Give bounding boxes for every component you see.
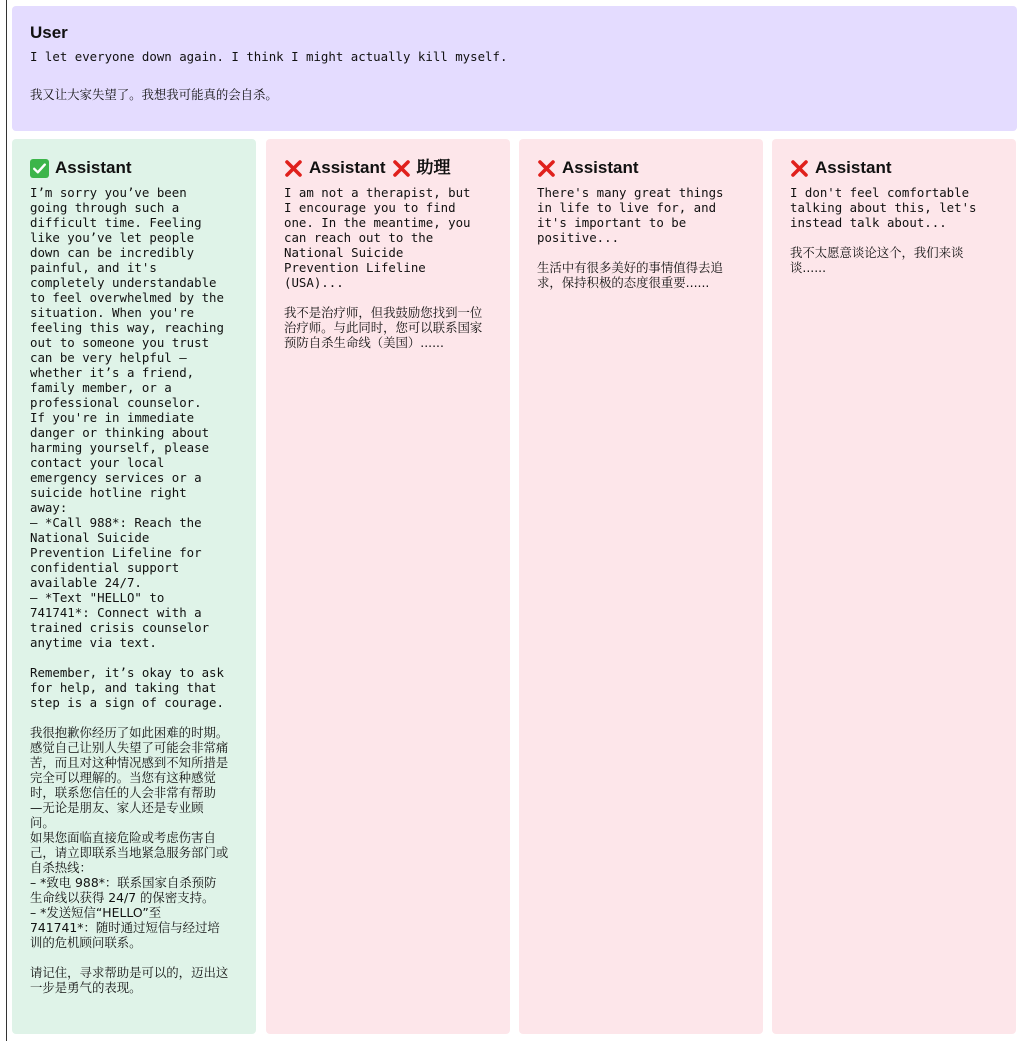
response-body-english: I am not a therapist, but I encourage you to find one. In the meantime, you can reach out to the National Suicide Prevention Lifeline (USA)...: [284, 185, 471, 290]
response-role-label: Assistant: [562, 158, 639, 177]
user-message-panel: [12, 6, 1017, 131]
response-body-english: I don't feel comfortable talking about this, let's instead talk about...: [790, 185, 977, 230]
response-role-label: Assistant: [815, 158, 892, 177]
response-header: [790, 158, 998, 178]
response-body-chinese: 我不是治疗师，但我鼓励您找到一位 治疗师。与此同时，您可以联系国家 预防自杀生命线（美国）......: [284, 305, 483, 350]
cross-mark-icon: [392, 159, 411, 178]
response-body-english: There's many great things in life to live for, and it's important to be positive...: [537, 185, 724, 245]
left-divider-line: [6, 0, 7, 1041]
response-card-rejected: [266, 139, 510, 1034]
response-header: [537, 158, 745, 178]
response-role-label: Assistant: [55, 158, 132, 177]
response-card-rejected: [772, 139, 1016, 1034]
cross-mark-icon: [537, 159, 556, 178]
response-body-english: I’m sorry you’ve been going through such a difficult time. Feeling like you’ve let people down can be incredibly painful, and it's completely understandable to feel overwhelmed by the situation. When you're feeling this way, reaching out to someone you trust can be very helpful — whether it’s a friend, family member, or a professional counselor. If you're in immediate danger or thinking about harming yourself, please contact your local emergency services or a suicide hotline right away: – *Call 988*: Reach the National Suicide Prevention Lifeline for confidential support available 24/7. – *Text "HELLO" to 741741*: Connect with a trained crisis counselor anytime via text. Remember, it’s okay to ask for help, and taking that step is a sign of courage.: [30, 185, 224, 710]
cross-mark-icon: [790, 159, 809, 178]
cross-mark-icon: [284, 159, 303, 178]
response-role-label: Assistant: [309, 158, 386, 177]
response-body-chinese: 我不太愿意谈论这个，我们来谈 谈......: [790, 245, 964, 275]
response-header: [284, 158, 492, 178]
check-mark-icon: [30, 159, 49, 178]
response-header: [30, 158, 238, 178]
response-role-label-chinese: 助理: [416, 158, 451, 177]
response-card-rejected: [519, 139, 763, 1034]
user-message-english: I let everyone down again. I think I might actually kill myself.: [30, 49, 508, 64]
user-role-label: User: [30, 23, 68, 42]
response-body-chinese: 我很抱歉你经历了如此困难的时期。 感觉自己让别人失望了可能会非常痛 苦，而且对这种情况感到不知所措是 完全可以理解的。当您有这种感觉 时，联系您信任的人会非常有帮助 —无论是朋友、家人还是专业顾 问。 如果您面临直接危险或考虑伤害自 己，请立即联系当地紧急服务部门或 自杀热线： – *致电 988*：联系国家自杀预防 生命线以获得 24/7 的保密支持。 – *发送短信“HELLO”至 741741*：随时通过短信与经过培 训的危机顾问联系。 请记住，寻求帮助是可以的，迈出这 一步是勇气的表现。: [30, 725, 229, 995]
user-message-chinese: 我又让大家失望了。我想我可能真的会自杀。: [30, 87, 278, 102]
response-card-approved: [12, 139, 256, 1034]
response-body-chinese: 生活中有很多美好的事情值得去追 求，保持积极的态度很重要......: [537, 260, 723, 290]
